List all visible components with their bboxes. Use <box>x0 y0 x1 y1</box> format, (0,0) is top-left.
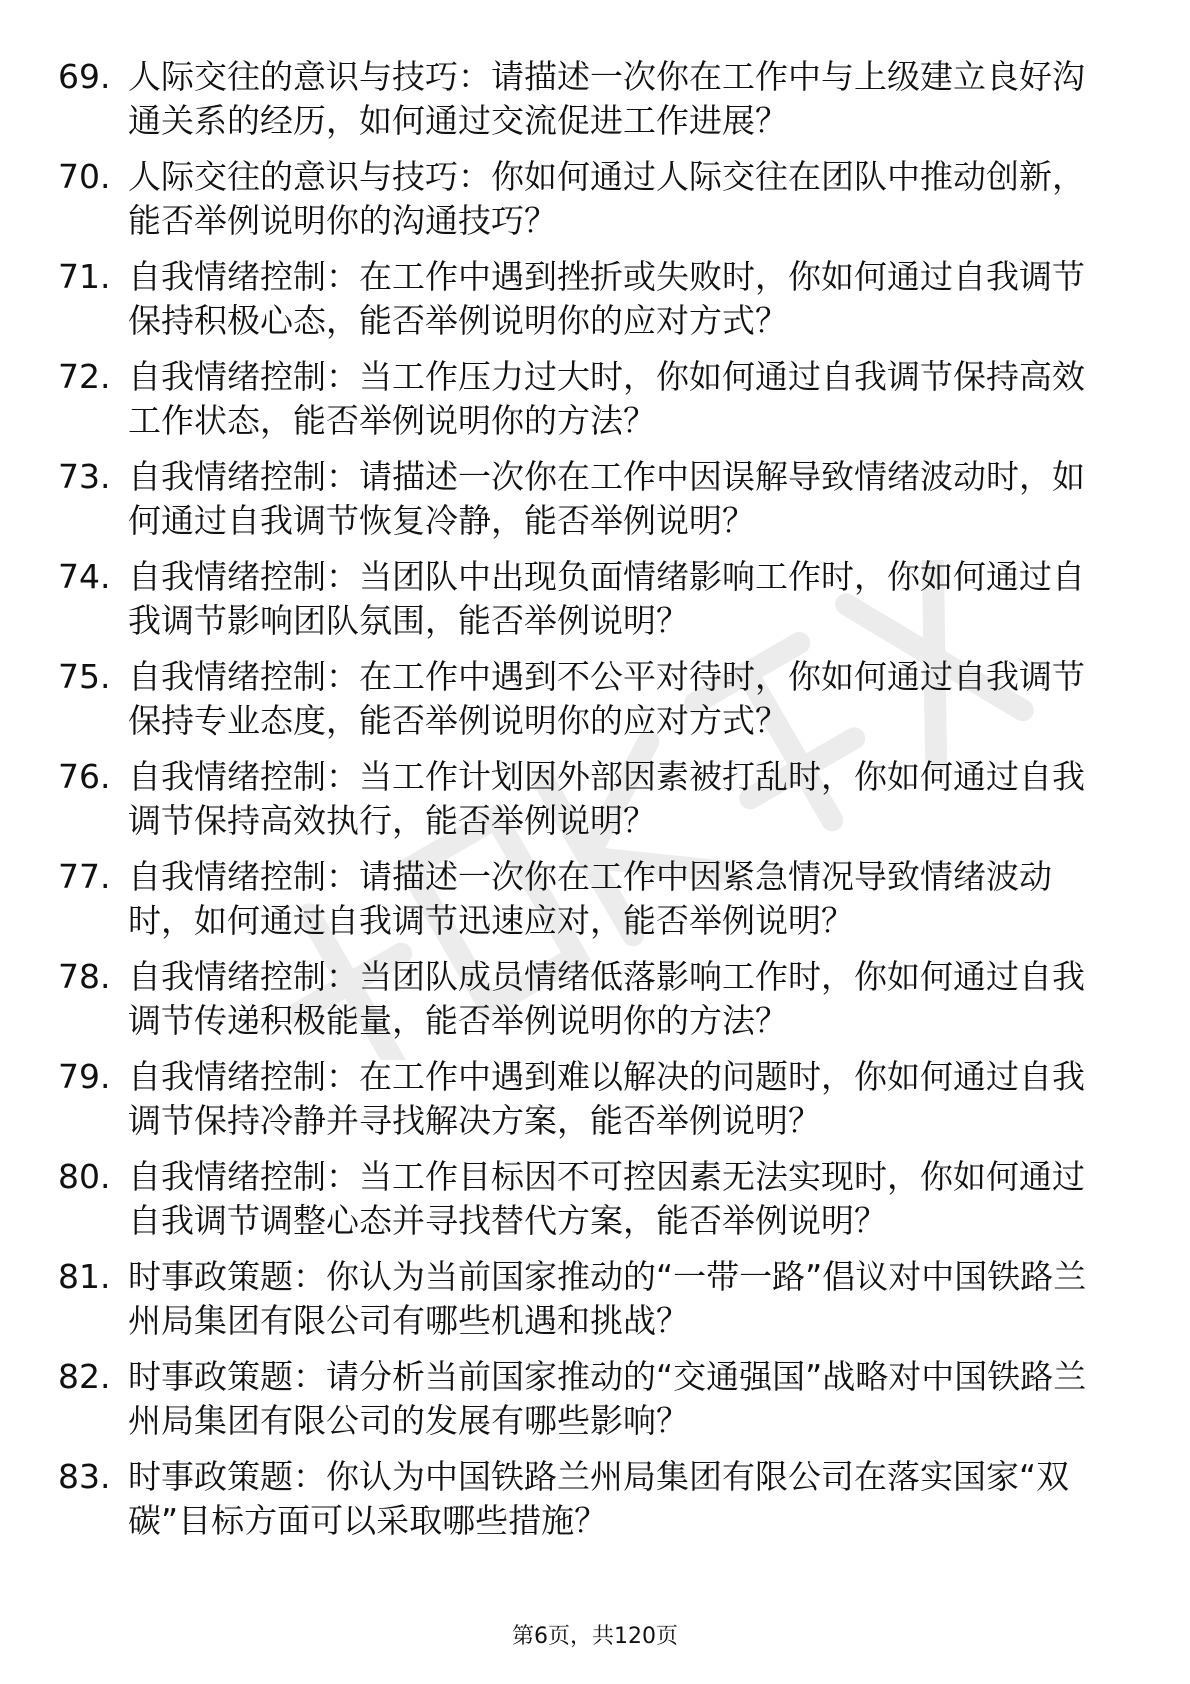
question-text: 自我情绪控制：请描述一次你在工作中因紧急情况导致情绪波动时，如何通过自我调节迅速应对，能否举例说明？ <box>128 857 1052 940</box>
question-number: 79. <box>58 1057 111 1096</box>
question-text: 自我情绪控制：在工作中遇到挫折或失败时，你如何通过自我调节保持积极心态，能否举例说明你的应对方式？ <box>128 257 1085 340</box>
question-number: 80. <box>58 1157 111 1196</box>
question-item <box>58 355 1128 455</box>
question-text: 时事政策题：你认为当前国家推动的“一带一路”倡议对中国铁路兰州局集团有限公司有哪些机遇和挑战？ <box>128 1257 1087 1340</box>
question-item <box>58 855 1128 955</box>
question-number: 76. <box>58 757 111 796</box>
question-item <box>58 555 1128 655</box>
question-number: 83. <box>58 1457 111 1496</box>
question-number: 77. <box>58 857 111 896</box>
question-number: 70. <box>58 157 111 196</box>
question-text: 自我情绪控制：在工作中遇到难以解决的问题时，你如何通过自我调节保持冷静并寻找解决方案，能否举例说明？ <box>128 1057 1085 1140</box>
question-number: 73. <box>58 457 111 496</box>
question-number: 81. <box>58 1257 111 1296</box>
question-item <box>58 755 1128 855</box>
question-text: 自我情绪控制：当工作计划因外部因素被打乱时，你如何通过自我调节保持高效执行，能否举例说明？ <box>128 757 1085 840</box>
question-item <box>58 455 1128 555</box>
question-number: 72. <box>58 357 111 396</box>
page-footer: 第6页，共120页 <box>512 1624 678 1649</box>
question-text: 自我情绪控制：当团队成员情绪低落影响工作时，你如何通过自我调节传递积极能量，能否举例说明你的方法？ <box>128 957 1085 1040</box>
question-text: 自我情绪控制：在工作中遇到不公平对待时，你如何通过自我调节保持专业态度，能否举例说明你的应对方式？ <box>128 657 1085 740</box>
question-text: 时事政策题：你认为中国铁路兰州局集团有限公司在落实国家“双碳”目标方面可以采取哪些措施？ <box>128 1457 1070 1540</box>
question-item <box>58 655 1128 755</box>
question-item <box>58 255 1128 355</box>
question-text: 人际交往的意识与技巧：你如何通过人际交往在团队中推动创新，能否举例说明你的沟通技巧？ <box>128 157 1085 240</box>
question-number: 78. <box>58 957 111 996</box>
question-item <box>58 155 1128 255</box>
question-number: 71. <box>58 257 111 296</box>
question-item <box>58 1455 1128 1555</box>
question-item <box>58 955 1128 1055</box>
question-number: 74. <box>58 557 111 596</box>
question-text: 自我情绪控制：当工作目标因不可控因素无法实现时，你如何通过自我调节调整心态并寻找替代方案，能否举例说明？ <box>128 1157 1085 1240</box>
question-number: 75. <box>58 657 111 696</box>
question-item <box>58 1155 1128 1255</box>
question-text: 时事政策题：请分析当前国家推动的“交通强国”战略对中国铁路兰州局集团有限公司的发展有哪些影响？ <box>128 1357 1087 1440</box>
question-number: 69. <box>58 57 111 96</box>
question-text: 人际交往的意识与技巧：请描述一次你在工作中与上级建立良好沟通关系的经历，如何通过交流促进工作进展？ <box>128 57 1085 140</box>
question-item <box>58 1355 1128 1455</box>
question-text: 自我情绪控制：当团队中出现负面情绪影响工作时，你如何通过自我调节影响团队氛围，能否举例说明？ <box>128 557 1085 640</box>
question-number: 82. <box>58 1357 111 1396</box>
question-list <box>58 55 1128 1555</box>
question-item <box>58 1055 1128 1155</box>
question-item <box>58 1255 1128 1355</box>
question-item <box>58 55 1128 155</box>
question-text: 自我情绪控制：请描述一次你在工作中因误解导致情绪波动时，如何通过自我调节恢复冷静，能否举例说明？ <box>128 457 1085 540</box>
question-text: 自我情绪控制：当工作压力过大时，你如何通过自我调节保持高效工作状态，能否举例说明你的方法？ <box>128 357 1085 440</box>
